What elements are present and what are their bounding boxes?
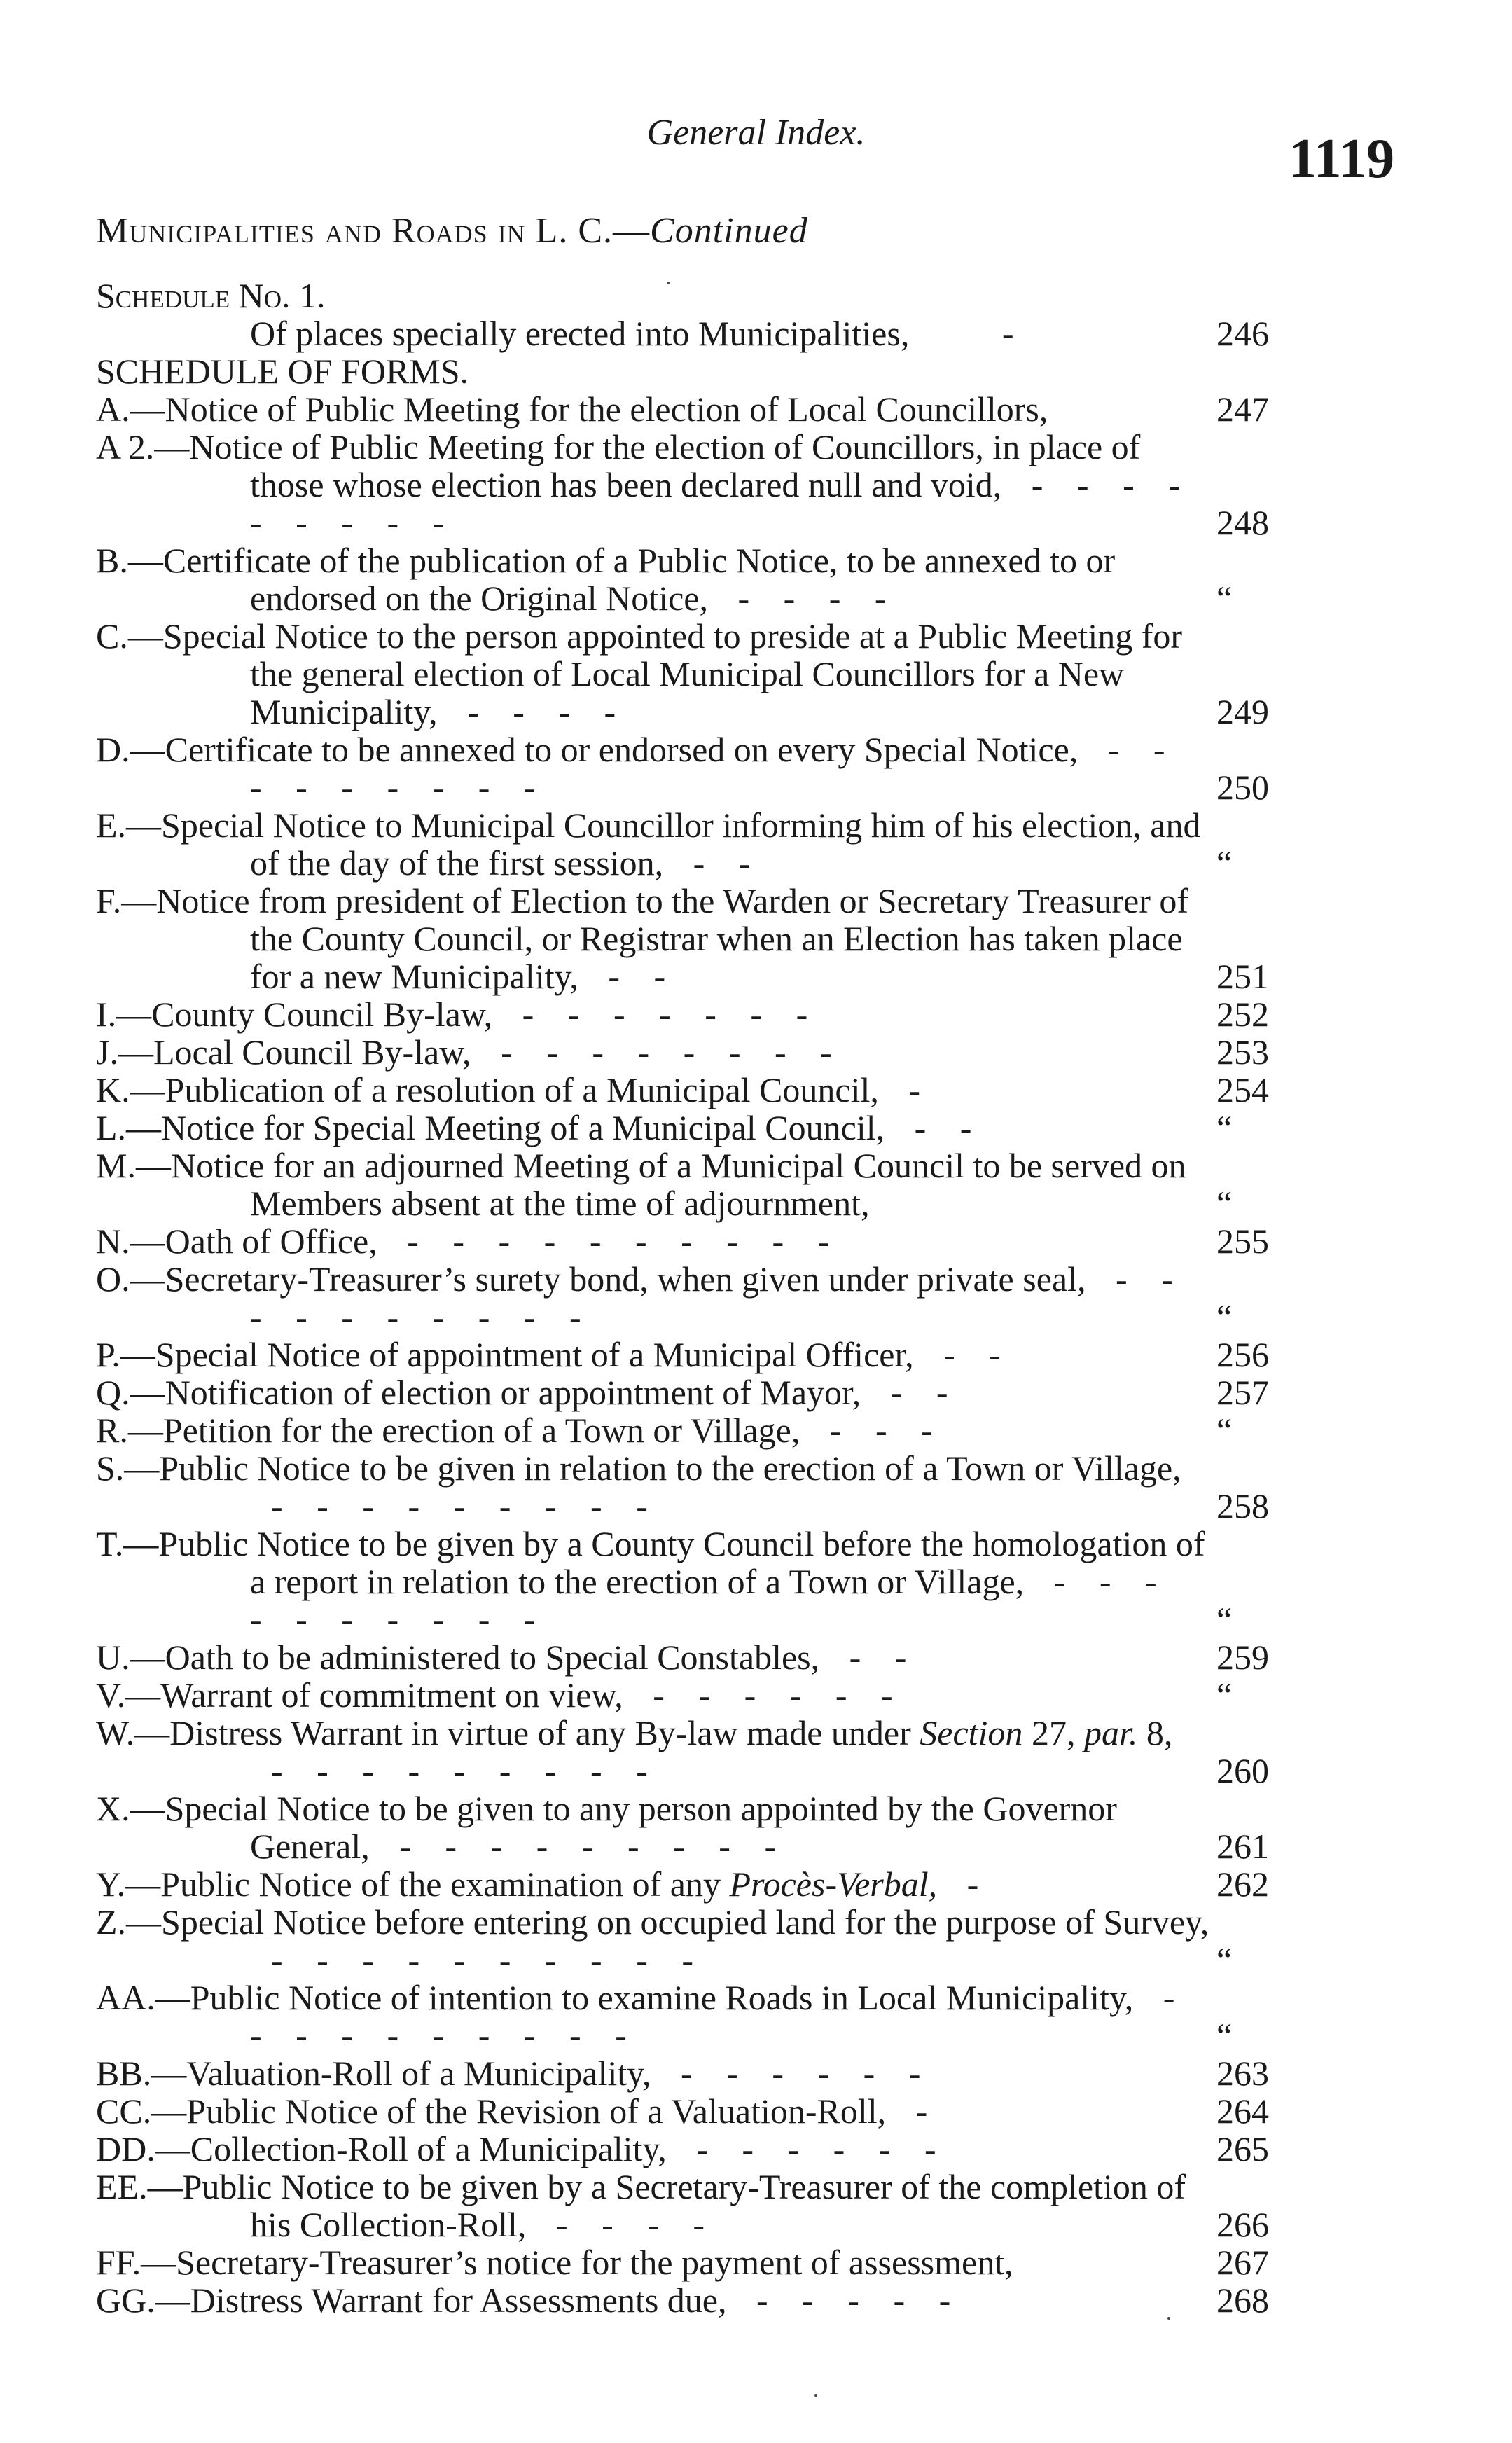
entry-leader: - - - - - - - - - - [250,1562,1170,1639]
entry-leader: - [908,1070,934,1109]
entry-leader: - - - - - - - - - [399,1827,789,1866]
entry-body [96,1676,1209,1714]
page-number: 1119 [1289,128,1395,190]
entry-page: 250 [1216,768,1269,807]
entry-body [96,882,1209,995]
entry-body [96,1336,1209,1373]
entry-body [96,1109,1209,1147]
entry-body [96,1638,1209,1676]
index-entry [96,1147,1301,1222]
entry-page: 264 [1216,2091,1269,2131]
entry-code: C.— [96,616,163,656]
entry-page: “ [1216,1675,1233,1715]
index-entry [96,1979,1301,2054]
entry-text: Special Notice to be given to any person appointed by the Governor General, [165,1789,1117,1866]
index-entry [96,390,1301,428]
index-entry [96,1903,1301,1979]
entry-body [96,2130,1209,2168]
entry-page: “ [1216,1600,1233,1639]
entry-leader: - - - - - - - [522,995,821,1034]
section-title [96,210,808,251]
entry-page: 249 [1216,692,1269,731]
entry-leader: - - - - - - - - - [271,1486,660,1525]
entry-body [96,1979,1209,2054]
entry-leader: - - - - - - - - - [271,1751,660,1790]
entry-page: 255 [1216,1222,1269,1261]
entry-page: 252 [1216,995,1269,1034]
entry-text: Public Notice to be given by a County Council before the homologation of a report in relation to the erection of a Town or Village, [158,1524,1205,1601]
entry-body [96,428,1209,541]
entry-page: 257 [1216,1373,1269,1412]
entry-text: Distress Warrant in virtue of any By-law made under [169,1713,920,1752]
entry-text: Notice of Public Meeting for the election of Councillors, in place of those whose election has been declared null and void, [189,427,1141,504]
entry-page: “ [1216,1940,1233,1979]
entry-text: Petition for the erection of a Town or Village, [162,1411,809,1450]
entry-body [96,1222,1209,1260]
entry-body [96,2054,1209,2092]
entry-body [96,541,1209,617]
entry-page: 246 [1216,314,1269,353]
entry-page: 266 [1216,2205,1269,2244]
entry-leader: - - - - - - - - [501,1032,845,1072]
index-entry [96,1071,1301,1109]
entry-page: 254 [1216,1070,1269,1109]
entry-body [96,1071,1209,1109]
index-entry [96,2130,1301,2168]
entry-text: 27, [1031,1713,1084,1752]
index-entry [96,2281,1301,2319]
form-list [96,390,1301,2319]
entry-italic: par. [1083,1713,1146,1752]
entry-leader: - - - - - - - - - - [250,1978,1188,2055]
entry-text: Secretary-Treasurer’s surety bond, when given under private seal, [165,1259,1095,1299]
entry-code: F.— [96,881,157,920]
entry-italic: Procès-Verbal, [729,1864,946,1904]
entry-leader: - - - [829,1411,945,1450]
entry-page: “ [1216,1411,1233,1450]
entry-text: Public Notice of intention to examine Roads in Local Municipality, [190,1978,1142,2017]
entry-text: Notice for an adjourned Meeting of a Municipal Council to be served on Members absent at the time of adjournment, [170,1146,1186,1223]
index-entry [96,1109,1301,1147]
index-entry [96,1714,1301,1790]
entry-page: 260 [1216,1751,1269,1790]
entry-code: V.— [96,1675,161,1715]
entry-code: FF.— [96,2243,176,2282]
entry-leader: - - - - [467,692,629,731]
entry-code: S.— [96,1448,160,1488]
entry-text: Public Notice to be given in relation to the erection of a Town or Village, [159,1448,1181,1488]
entry-code: D.— [96,730,165,769]
entry-page: “ [1216,1297,1233,1336]
schedule-heading: Schedule No. 1. [96,276,326,315]
entry-code: R.— [96,1411,163,1450]
entry-page: “ [1216,579,1233,618]
entry-code: M.— [96,1146,171,1185]
entry-body [96,806,1209,882]
entry-text: Special Notice before entering on occupied land for the purpose of Survey, [161,1902,1209,1942]
entry-code: P.— [96,1335,155,1374]
entry-leader: - - - - - - - - - - [250,1259,1186,1336]
entry-page: 261 [1216,1827,1269,1866]
entry-body [96,1147,1209,1222]
entry-page: 262 [1216,1864,1269,1904]
entry-code: A.— [96,389,165,429]
entry-text: Special Notice to the person appointed to preside at a Public Meeting for the general election of Local Municipal Councillors for a New Municipality, [162,616,1183,731]
entry-leader: - - [914,1108,985,1147]
entry-text: Collection-Roll of a Municipality, [190,2129,676,2168]
index-entry [96,1336,1301,1373]
entry-text: Notice for Special Meeting of a Municipal Council, [161,1108,894,1147]
running-head: General Index. [646,113,866,153]
forms-heading: SCHEDULE OF FORMS. [96,352,469,391]
entry-text: Notice of Public Meeting for the election of Local Councillors, [165,389,1048,429]
section-title-text: Municipalities and Roads in L. C.— [96,211,651,251]
entry-code: Y.— [96,1864,161,1904]
entry-leader: - [1001,314,1027,353]
entry-code: T.— [96,1524,159,1563]
entry-code: EE.— [96,2167,183,2206]
entry-body [96,617,1209,731]
entry-body [96,2092,1209,2130]
index-entry [96,617,1301,731]
ink-speck [1167,2317,1170,2320]
entry-text: Warrant of commitment on view, [160,1675,632,1715]
entry-text: Publication of a resolution of a Municipal Council, [165,1070,888,1109]
entry-body [96,1373,1209,1411]
entry-body [96,1033,1209,1071]
entry-leader: - - - - - - - - - - [271,1940,707,1979]
entry-leader: - - - - - - [681,2054,934,2093]
entry-body [96,2281,1209,2319]
entry-code: I.— [96,995,152,1034]
schedule-entry [96,314,1301,352]
entry-code: U.— [96,1638,165,1677]
entry-text: Special Notice of appointment of a Municipal Officer, [155,1335,923,1374]
entry-body [96,2168,1209,2243]
entry-code: AA.— [96,1978,190,2017]
entry-leader: - - - - [737,579,899,618]
entry-page: “ [1216,1108,1233,1147]
index-entry [96,1865,1301,1903]
entry-code: J.— [96,1032,153,1072]
ink-speck [667,282,670,284]
index-entry [96,428,1301,541]
entry-body [96,1525,1209,1638]
entry-code: L.— [96,1108,162,1147]
entry-body [96,1449,1209,1525]
entry-leader: - - - - - - [696,2129,949,2168]
entry-text: 8, [1146,1713,1173,1752]
entry-code: A 2.— [96,427,190,466]
entry-leader: - [966,1864,992,1904]
entry-leader: - - - - [555,2205,718,2244]
entry-code: DD.— [96,2129,190,2168]
entry-text: Notice from president of Election to the Warden or Secretary Treasurer of the County Council, or Registrar when an Election has taken place for a new Municipality, [156,881,1189,996]
entry-page: 247 [1216,389,1269,429]
entry-body [96,995,1209,1033]
entry-leader: - - - - - - - - - [250,730,1178,807]
entry-page: 256 [1216,1335,1269,1374]
index-entry [96,2054,1301,2092]
entry-code: Z.— [96,1902,162,1942]
entry-body [96,1865,1209,1903]
entry-text: Oath of Office, [165,1222,387,1261]
index-entry [96,1790,1301,1865]
entry-page: 248 [1216,503,1269,542]
entry-page: “ [1216,843,1233,883]
entry-leader: - - [943,1335,1013,1374]
entry-italic: Section [920,1713,1032,1752]
entry-body [96,1714,1209,1790]
entry-page: “ [1216,2016,1233,2055]
entry-text: County Council By-law, [151,995,501,1034]
entry-text: Local Council By-law, [153,1032,480,1072]
entry-code: N.— [96,1222,165,1261]
entry-text: Certificate of the publication of a Public Notice, to be annexed to or endorsed on the Original Notice, [162,541,1116,618]
entry-leader: - - - - - [756,2281,964,2320]
entry-code: X.— [96,1789,165,1828]
entry-page: 267 [1216,2243,1269,2282]
entry-leader: - - - - - - - - - [250,465,1193,542]
entry-leader: - - [693,843,763,883]
entry-body [96,1790,1209,1865]
index-entry [96,1676,1301,1714]
index-entry [96,731,1301,806]
entry-page: 259 [1216,1638,1269,1677]
ink-speck [814,2394,817,2397]
entry-code: GG.— [96,2281,190,2320]
entry-leader: - - [849,1638,920,1677]
index-entry [96,541,1301,617]
entry-body [96,731,1209,806]
entry-text: Secretary-Treasurer’s notice for the payment of assessment, [176,2243,1013,2282]
index-entry [96,2243,1301,2281]
entry-leader: - - - - - - - - - - [407,1222,842,1261]
entry-leader: - - [890,1373,961,1412]
entry-body [96,390,1209,428]
entry-text: Oath to be administered to Special Constables, [165,1638,828,1677]
entry-page: 258 [1216,1486,1269,1525]
index-entry [96,1222,1301,1260]
entry-code: Q.— [96,1373,165,1412]
entry-text: Public Notice to be given by a Secretary-Treasurer of the completion of his Collection-Roll, [182,2167,1186,2244]
entry-body [96,1903,1209,1979]
index-entry [96,882,1301,995]
index-entry [96,1033,1301,1071]
index-entry [96,1373,1301,1411]
entry-page: “ [1216,1184,1233,1223]
entry-leader: - - [608,957,679,996]
entry-code: B.— [96,541,163,580]
entry-text: Distress Warrant for Assessments due, [190,2281,735,2320]
entry-page: 263 [1216,2054,1269,2093]
entry-body [96,2243,1209,2281]
entry-code: W.— [96,1713,170,1752]
entry-page: 253 [1216,1032,1269,1072]
entry-page: 251 [1216,957,1269,996]
index-entry [96,2168,1301,2243]
entry-text: Special Notice to Municipal Councillor informing him of his election, and of the day of the first session, [161,805,1201,883]
index-entry [96,1260,1301,1336]
entry-text: Certificate to be annexed to or endorsed on every Special Notice, [165,730,1087,769]
entry-leader: - - - - - - [653,1675,906,1715]
index-entries [96,277,1301,2319]
entry-text: Public Notice of the examination of any [160,1864,730,1904]
entry-text: Of places specially erected into Municipalities, [250,314,910,353]
index-entry [96,1638,1301,1676]
entry-body [96,1260,1209,1336]
entry-page: 265 [1216,2129,1269,2168]
entry-body [96,1411,1209,1449]
entry-code: CC.— [96,2091,187,2131]
index-entry [96,806,1301,882]
section-continued: Continued [650,211,808,251]
entry-page: 268 [1216,2281,1269,2320]
entry-code: E.— [96,805,162,845]
index-entry [96,1525,1301,1638]
index-entry [96,995,1301,1033]
entry-code: K.— [96,1070,165,1109]
entry-leader: - [915,2091,941,2131]
index-entry [96,1449,1301,1525]
entry-code: O.— [96,1259,165,1299]
entry-code: BB.— [96,2054,187,2093]
index-entry [96,2092,1301,2130]
entry-text: Notification of election or appointment of Mayor, [165,1373,870,1412]
entry-text: Valuation-Roll of a Municipality, [186,2054,660,2093]
entry-text: Public Notice of the Revision of a Valuation-Roll, [186,2091,895,2131]
index-entry [96,1411,1301,1449]
